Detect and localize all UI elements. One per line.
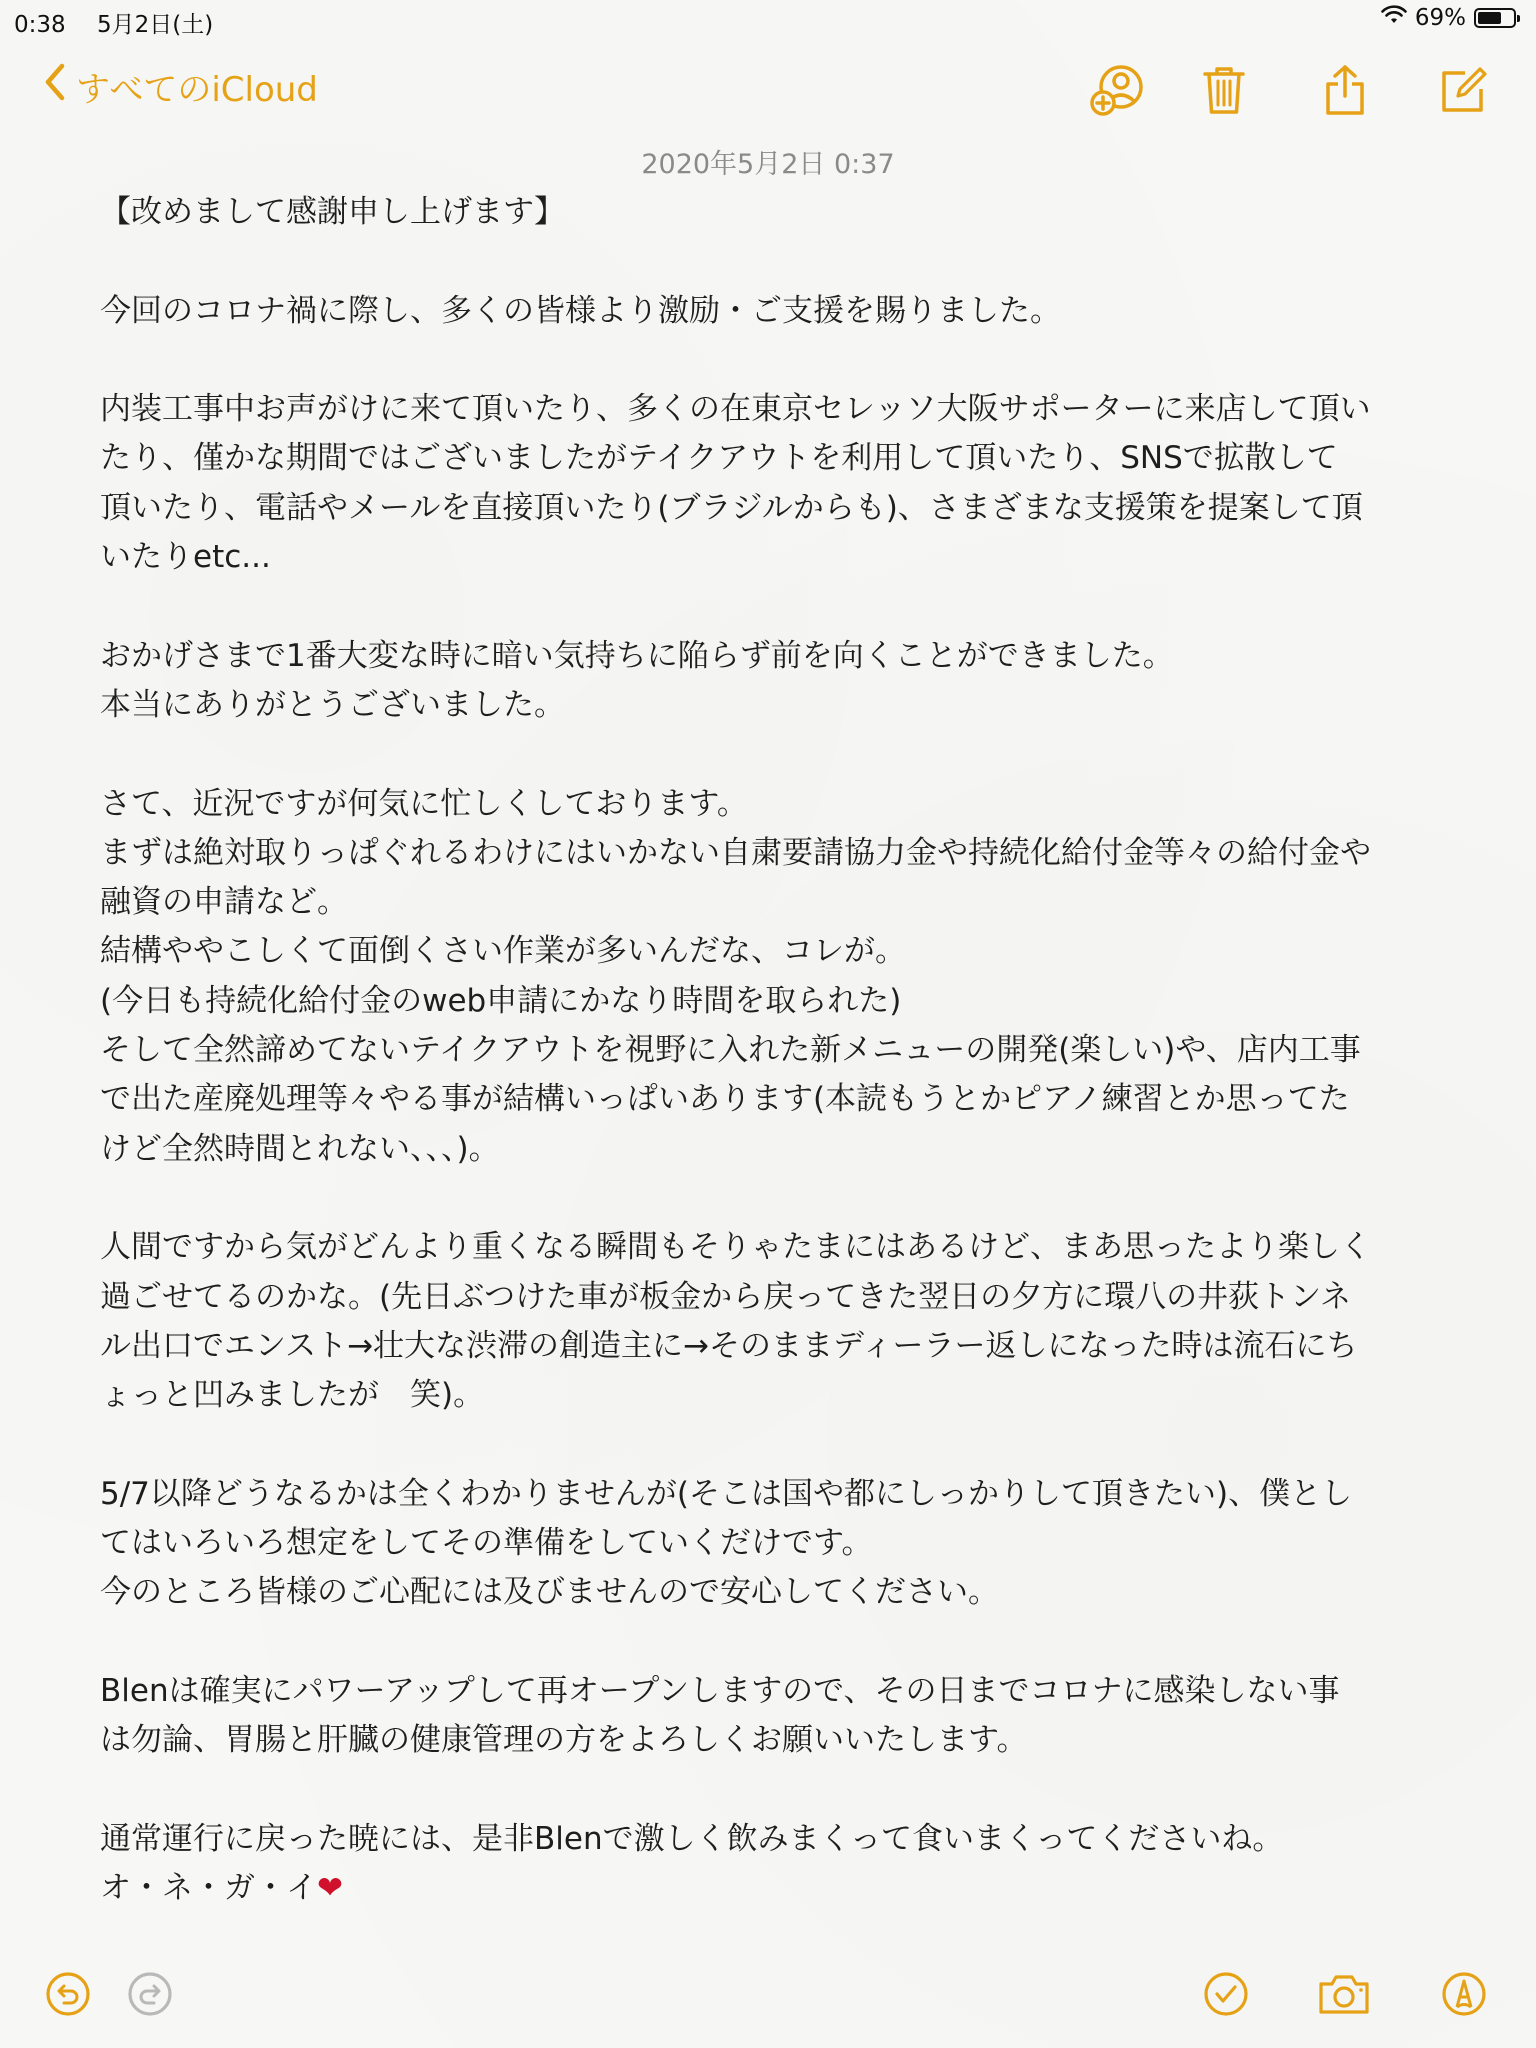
note-line [100, 385, 1445, 434]
note-line-text: 人間ですから気がどんより重くなる瞬間もそりゃたまにはあるけど、まあ思ったより楽しく [100, 1229, 1371, 1266]
note-line [100, 829, 1445, 878]
note-line [100, 336, 1445, 385]
note-line [100, 237, 1445, 286]
note-line-text: まずは絶対取りっぱぐれるわけにはいかない自粛要請協力金や持続化給付金等々の給付金や [100, 834, 1371, 871]
camera-icon [1317, 1972, 1371, 2020]
camera-button[interactable] [1314, 1966, 1374, 2026]
note-line [100, 1322, 1445, 1371]
note-line-text: ル出口でエンスト→壮大な渋滞の創造主に→そのままディーラー返しになった時は流石にち [100, 1327, 1358, 1364]
trash-icon [1202, 65, 1246, 119]
note-line-text: けど全然時間とれない、、、)。 [100, 1130, 500, 1167]
note-line-text: (今日も持続化給付金のweb申請にかなり時間を取られた) [100, 982, 902, 1019]
checklist-button[interactable] [1196, 1966, 1256, 2026]
note-line [100, 1568, 1445, 1617]
note-line [100, 681, 1445, 730]
undo-button[interactable] [38, 1966, 98, 2026]
note-line-text: さて、近況ですが何気に忙しくしております。 [100, 785, 748, 822]
wifi-icon [1381, 5, 1407, 31]
note-line [100, 730, 1445, 779]
note-line-text: 頂いたり、電話やメールを直接頂いたり(ブラジルからも)、さまざまな支援策を提案して頂 [100, 489, 1363, 526]
battery-icon [1474, 8, 1516, 28]
note-line [100, 1667, 1445, 1716]
note-line [100, 1075, 1445, 1124]
note-line [100, 632, 1445, 681]
note-line-text: 融資の申請など。 [100, 884, 348, 921]
back-button-label: すべてのiCloud [76, 70, 318, 110]
redo-button[interactable] [120, 1966, 180, 2026]
note-line-text: 【改めまして感謝申し上げます】 [100, 194, 565, 230]
note-line-text: は勿論、胃腸と肝臓の健康管理の方をよろしくお願いいたします。 [100, 1722, 1028, 1759]
note-line-text: おかげさまで1番大変な時に暗い気持ちに陥らず前を向くことができました。 [100, 637, 1174, 674]
note-line-text: いたりetc... [100, 539, 271, 576]
note-line-text: 結構ややこしくて面倒くさい作業が多いんだな、コレが。 [100, 933, 906, 970]
status-left [14, 6, 213, 39]
note-line [100, 927, 1445, 976]
markup-icon [1441, 1971, 1487, 2021]
share-button[interactable] [1313, 60, 1377, 124]
note-line-text: 5/7以降どうなるかは全くわかりませんが(そこは国や都にしっかりして頂きたい)、僕とし [100, 1475, 1353, 1512]
note-line-text: 通常運行に戻った暁には、是非Blenで激しく飲みまくって食いまくってくださいね。 [100, 1820, 1284, 1857]
note-line [100, 287, 1445, 336]
note-line [100, 1174, 1445, 1223]
add-person-button[interactable] [1086, 60, 1150, 124]
note-line [100, 1766, 1445, 1815]
note-line-text: 今のところ皆様のご心配には及びませんので安心してください。 [100, 1574, 999, 1611]
markup-button[interactable] [1434, 1966, 1494, 2026]
note-line [100, 1371, 1445, 1420]
note-line [100, 1223, 1445, 1272]
share-icon [1324, 64, 1366, 120]
note-line [100, 780, 1445, 829]
note-line-text: ょっと凹みましたが 笑)。 [100, 1377, 485, 1414]
undo-icon [45, 1971, 91, 2021]
note-line-text: 本当にありがとうございました。 [100, 686, 565, 723]
note-line-text: 内装工事中お声がけに来て頂いたり、多くの在東京セレッソ大阪サポーターに来店して頂い [100, 391, 1371, 428]
note-line [100, 1716, 1445, 1765]
back-button[interactable] [44, 62, 318, 111]
status-bar [0, 0, 1536, 40]
note-line [100, 1519, 1445, 1568]
note-line [100, 533, 1445, 582]
delete-button[interactable] [1192, 60, 1256, 124]
note-line [100, 1026, 1445, 1075]
note-line-text: Blenは確実にパワーアップして再オープンしますので、その日までコロナに感染しない事 [100, 1672, 1340, 1709]
compose-button[interactable] [1432, 60, 1496, 124]
note-line-text: そして全然諦めてないテイクアウトを視野に入れた新メニューの開発(楽しい)や、店内工事 [100, 1032, 1361, 1069]
chevron-left-icon [44, 63, 76, 110]
note-line-text: オ・ネ・ガ・イ [100, 1870, 317, 1907]
note-line [100, 1420, 1445, 1469]
note-line [100, 977, 1445, 1026]
note-line [100, 1470, 1445, 1519]
redo-icon [127, 1971, 173, 2021]
status-right [1381, 5, 1516, 31]
note-body[interactable] [100, 188, 1445, 1913]
note-line [100, 1273, 1445, 1322]
battery-percent: 69% [1414, 5, 1466, 31]
heart-emoji: ❤ [317, 1870, 343, 1907]
compose-icon [1439, 65, 1489, 119]
note-line [100, 1815, 1445, 1864]
status-time: 0:38 [14, 12, 66, 38]
note-line [100, 1125, 1445, 1174]
note-line [100, 434, 1445, 483]
note-line [100, 484, 1445, 533]
note-line-text: 今回のコロナ禍に際し、多くの皆様より激励・ご支援を賜りました。 [100, 292, 1061, 329]
note-line [100, 1864, 1445, 1913]
add-person-icon [1089, 63, 1147, 121]
note-line-text: で出た産廃処理等々やる事が結構いっぱいあります(本読もうとかピアノ練習とか思ってた [100, 1081, 1350, 1118]
note-line [100, 878, 1445, 927]
note-line [100, 188, 1445, 237]
battery-level-fill [1478, 12, 1501, 24]
note-line-text: 過ごせてるのかな。(先日ぶつけた車が板金から戻ってきた翌日の夕方に環八の井荻トンネ [100, 1278, 1352, 1315]
status-date: 5月2日(土) [96, 12, 214, 38]
checklist-icon [1203, 1971, 1249, 2021]
note-line [100, 582, 1445, 631]
note-line [100, 1618, 1445, 1667]
note-line-text: てはいろいろ想定をしてその準備をしていくだけです。 [100, 1525, 873, 1562]
note-timestamp: 2020年5月2日 0:37 [641, 149, 895, 180]
note-line-text: たり、僅かな期間ではございましたがテイクアウトを利用して頂いたり、SNSで拡散して [100, 440, 1338, 477]
